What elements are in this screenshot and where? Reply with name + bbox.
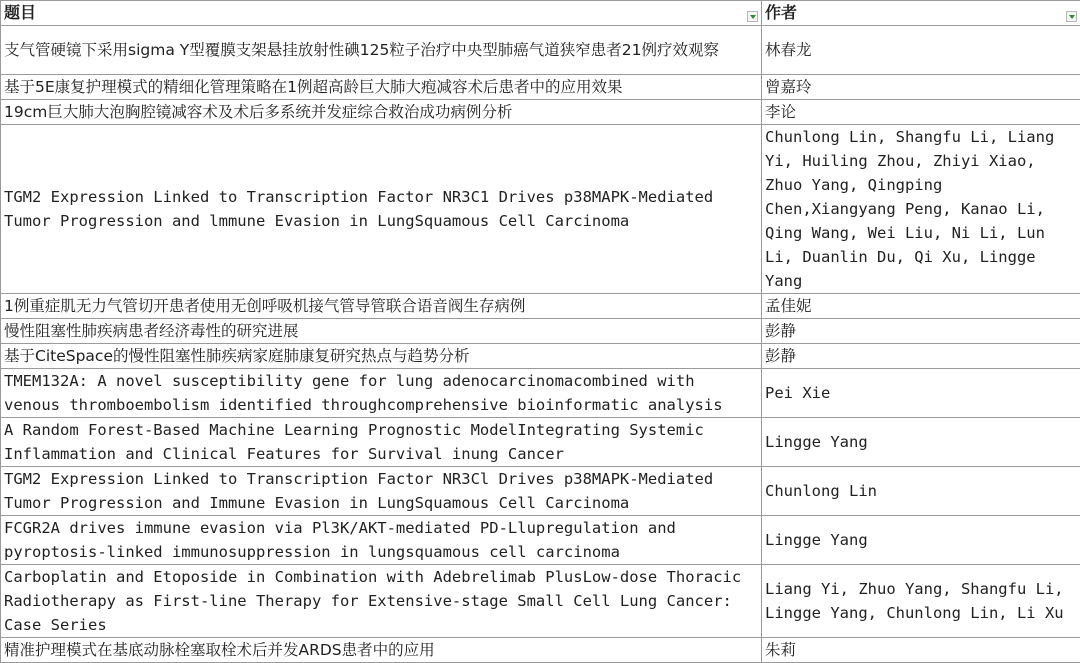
table-row (1, 125, 1080, 294)
author-cell[interactable]: Lingge Yang (762, 418, 1080, 467)
header-cell-author[interactable] (762, 1, 1080, 26)
title-cell[interactable]: 基于CiteSpace的慢性阻塞性肺疾病家庭肺康复研究热点与趋势分析 (1, 344, 762, 369)
filter-dropdown-icon[interactable] (747, 11, 758, 22)
author-cell[interactable]: Pei Xie (762, 369, 1080, 418)
filter-dropdown-icon[interactable] (1066, 11, 1077, 22)
title-cell[interactable]: 基于5E康复护理模式的精细化管理策略在1例超高龄巨大肺大疱减容术后患者中的应用效果 (1, 75, 762, 100)
table-row (1, 75, 1080, 100)
author-cell[interactable]: 彭静 (762, 344, 1080, 369)
author-cell[interactable]: 孟佳妮 (762, 294, 1080, 319)
header-author-label: 作者 (765, 1, 797, 25)
table-row (1, 418, 1080, 467)
author-cell[interactable]: Chunlong Lin (762, 467, 1080, 516)
title-cell[interactable]: 19cm巨大肺大泡胸腔镜减容术及术后多系统并发症综合救治成功病例分析 (1, 100, 762, 125)
author-cell[interactable]: Lingge Yang (762, 516, 1080, 565)
title-cell[interactable]: TMEM132A: A novel susceptibility gene for lung adenocarcinomacombined with venous thromboembolism identified throughcomprehensive bioinformatic analysis (1, 369, 762, 418)
table-row (1, 638, 1080, 663)
table-row (1, 344, 1080, 369)
title-cell[interactable]: TGM2 Expression Linked to Transcription Factor NR3C1 Drives p38MAPK-Mediated Tumor Progression and lmmune Evasion in LungSquamous Cell Carcinoma (1, 125, 762, 294)
header-cell-title[interactable] (1, 1, 762, 26)
author-cell[interactable]: Chunlong Lin, Shangfu Li, Liang Yi, Huiling Zhou, Zhiyi Xiao, Zhuo Yang, Qingping Chen,Xiangyang Peng, Kanao Li, Qing Wang, Wei Liu, Ni Li, Lun Li, Duanlin Du, Qi Xu, Lingge Yang (762, 125, 1080, 294)
table-row (1, 467, 1080, 516)
table-row (1, 100, 1080, 125)
table-row (1, 565, 1080, 638)
title-cell[interactable]: 1例重症肌无力气管切开患者使用无创呼吸机接气管导管联合语音阀生存病例 (1, 294, 762, 319)
title-cell[interactable]: Carboplatin and Etoposide in Combination with Adebrelimab PlusLow-dose Thoracic Radiotherapy as First-line Therapy for Extensive-stage Small Cell Lung Cancer: Case Series (1, 565, 762, 638)
table-row (1, 294, 1080, 319)
header-row (1, 1, 1080, 26)
title-cell[interactable]: TGM2 Expression Linked to Transcription Factor NR3Cl Drives p38MAPK-Mediated Tumor Progression and Immune Evasion in LungSquamous Cell Carcinoma (1, 467, 762, 516)
title-cell[interactable]: FCGR2A drives immune evasion via Pl3K/AKT-mediated PD-Llupregulation and pyroptosis-linked immunosuppression in lungsquamous cell carcinoma (1, 516, 762, 565)
table-row (1, 369, 1080, 418)
title-cell[interactable]: 支气管硬镜下采用sigma Y型覆膜支架悬挂放射性碘125粒子治疗中央型肺癌气道狭窄患者21例疗效观察 (1, 26, 762, 75)
author-cell[interactable]: 彭静 (762, 319, 1080, 344)
table-row (1, 26, 1080, 75)
header-title-label: 题目 (4, 1, 36, 25)
author-cell[interactable]: 李论 (762, 100, 1080, 125)
author-cell[interactable]: 林春龙 (762, 26, 1080, 75)
author-cell[interactable]: Liang Yi, Zhuo Yang, Shangfu Li, Lingge Yang, Chunlong Lin, Li Xu (762, 565, 1080, 638)
table-row (1, 516, 1080, 565)
table-row (1, 319, 1080, 344)
title-cell[interactable]: A Random Forest-Based Machine Learning Prognostic ModelIntegrating Systemic Inflammation and Clinical Features for Survival inung Cancer (1, 418, 762, 467)
author-cell[interactable]: 朱莉 (762, 638, 1080, 663)
author-cell[interactable]: 曾嘉玲 (762, 75, 1080, 100)
title-cell[interactable]: 慢性阻塞性肺疾病患者经济毒性的研究进展 (1, 319, 762, 344)
title-cell[interactable]: 精准护理模式在基底动脉栓塞取栓术后并发ARDS患者中的应用 (1, 638, 762, 663)
